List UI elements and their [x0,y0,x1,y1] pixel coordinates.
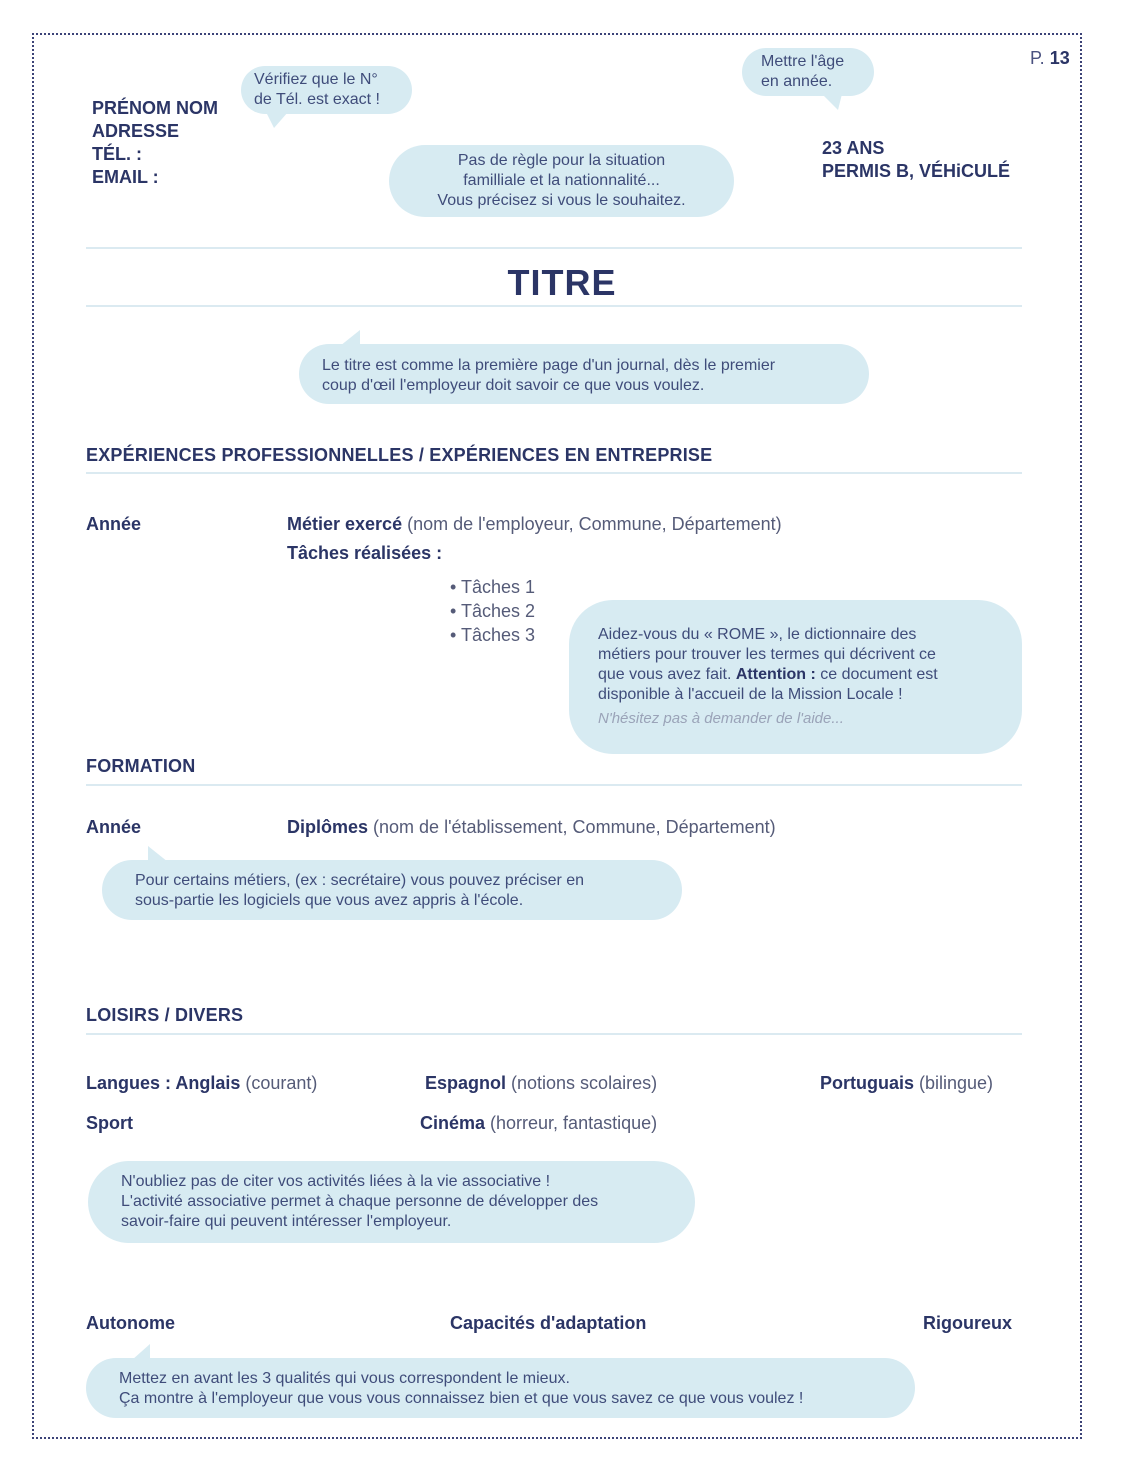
hobby-sport: Sport [86,1113,133,1133]
phone-field: TÉL. : [92,144,142,164]
age-permit-block [822,137,1010,183]
phone-tip-bubble: Vérifiez que le N° de Tél. est exact ! [241,66,412,114]
identity-block [92,97,218,189]
software-tip-bubble: Pour certains métiers, (ex : secrétaire) vous pouvez préciser en sous-partie les logiciels que vous avez appris à l'école. [102,860,682,920]
experience-rule [86,472,1022,474]
hobbies-rule [86,1033,1022,1035]
address-field: ADRESSE [92,121,180,141]
task-list [450,575,535,647]
phone-tip-tail [266,112,288,128]
formation-year: Année [86,817,142,837]
name-field: PRÉNOM NOM [92,98,218,118]
situation-tip-bubble: Pas de règle pour la situation familliale et la nationnalité... Vous précisez si vous le souhaitez. [389,145,734,217]
rome-tip-bubble: Aidez-vous du « ROME », le dictionnaire des métiers pour trouver les termes qui décrivent ce que vous avez fait. Attention : ce document est disponible à l'accueil de la Mission Locale ! N'hésitez pas à demander de l'aide... [569,600,1022,754]
email-field: EMAIL : [92,167,159,187]
experience-heading: EXPÉRIENCES PROFESSIONNELLES / EXPÉRIENCES EN ENTREPRISE [86,445,713,465]
hobby-cinema: Cinéma (horreur, fantastique) [420,1113,658,1133]
formation-rule [86,784,1022,786]
list-item: • Tâches 3 [450,625,536,645]
age-tip-tail [822,94,842,110]
age-tip-bubble: Mettre l'âge en année. [742,48,874,96]
age-field: 23 ANS [822,138,885,158]
cv-title: TITRE [507,262,617,303]
title-rule-top [86,247,1022,249]
experience-year: Année [86,514,142,534]
permit-field: PERMIS B, VÉHiCULÉ [822,161,1011,181]
title-rule-bottom [86,305,1022,307]
hobbies-heading: LOISIRS / DIVERS [86,1005,244,1025]
list-item: • Tâches 2 [450,601,536,621]
title-tip-bubble: Le titre est comme la première page d'un journal, dès le premier coup d'œil l'employeur doit savoir ce que vous voulez. [299,344,869,404]
diploma-line: Diplômes (nom de l'établissement, Commune, Département) [287,817,776,837]
quality-3: Rigoureux [923,1313,1013,1333]
language-portuguese: Portuguais (bilingue) [820,1073,994,1093]
list-item: • Tâches 1 [450,577,536,597]
formation-heading: FORMATION [86,756,196,776]
language-spanish: Espagnol (notions scolaires) [425,1073,658,1093]
associative-tip-bubble: N'oubliez pas de citer vos activités liées à la vie associative ! L'activité associative permet à chaque personne de développer des savoir-faire qui peuvent intéresser l'employeur. [88,1161,695,1243]
languages-english: Langues : Anglais (courant) [86,1073,318,1093]
quality-2: Capacités d'adaptation [450,1313,647,1333]
tasks-label: Tâches réalisées : [287,543,443,563]
qualities-tip-bubble: Mettez en avant les 3 qualités qui vous correspondent le mieux. Ça montre à l'employeur que vous vous connaissez bien et que vous savez ce que vous voulez ! [86,1358,915,1418]
quality-1: Autonome [86,1313,175,1333]
job-line: Métier exercé (nom de l'employeur, Commune, Département) [287,514,782,534]
page-number: P. 13 [1030,48,1070,68]
